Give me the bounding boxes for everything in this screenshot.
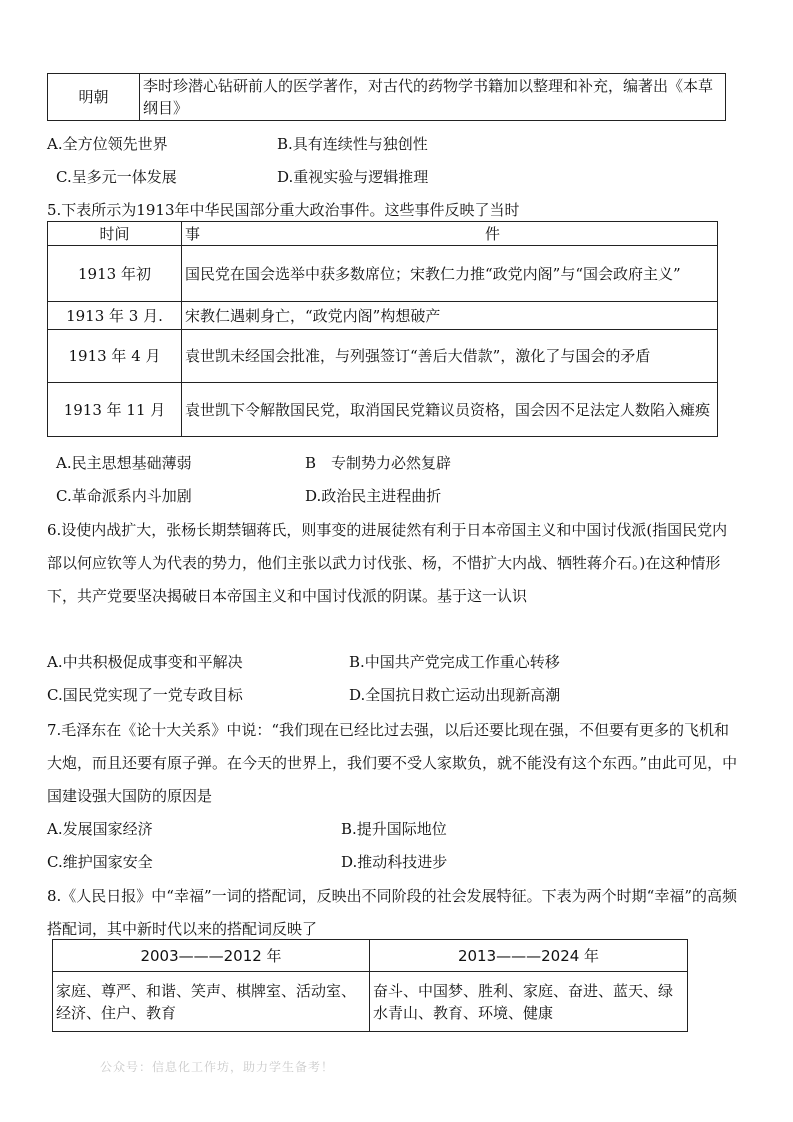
q6-option-b[interactable]: B.中国共产党完成工作重心转移 [349,653,560,671]
q5-header-event: 事 件 [182,222,718,246]
q5-row-event: 袁世凯下令解散国民党，取消国民党籍议员资格，国会因不足法定人数陷入瘫痪 [182,383,718,437]
q7-option-c[interactable]: C.维护国家安全 [47,853,153,871]
q5-row-event: 袁世凯未经国会批准，与列强签订“善后大借款”，激化了与国会的矛盾 [182,330,718,383]
q7-option-a[interactable]: A.发展国家经济 [47,820,153,838]
q5-row-event: 宋教仁遇刺身亡，“政党内阁”构想破产 [182,302,718,330]
q4-content-cell: 李时珍潜心钻研前人的医学著作，对古代的药物学书籍加以整理和补充，编著出《本草纲目》 [140,74,726,121]
q5-row-time: 1913 年 11 月 [48,383,182,437]
q5-option-a[interactable]: A.民主思想基础薄弱 [56,454,192,472]
q5-option-c[interactable]: C.革命派系内斗加剧 [56,487,192,505]
q5-stem: 5.下表所示为1913年中华民国部分重大政治事件。这些事件反映了当时 [47,201,520,219]
q6-option-a[interactable]: A.中共积极促成事变和平解决 [47,653,243,671]
q4-option-a[interactable]: A.全方位领先世界 [47,135,168,153]
q5-row-event: 国民党在国会选举中获多数席位；宋教仁力推“政党内阁”与“国会政府主义” [182,246,718,302]
q5-row-time: 1913 年初 [48,246,182,302]
q5-row-time: 1913 年 4 月 [48,330,182,383]
q8-stem: 8.《人民日报》中“幸福”一词的搭配词，反映出不同阶段的社会发展特征。下表为两个时期“幸福”的高频搭配词，其中新时代以来的搭配词反映了 [47,887,737,938]
q5-table [47,221,718,437]
q6-option-c[interactable]: C.国民党实现了一党专政目标 [47,686,243,704]
q6-stem: 6.设使内战扩大，张杨长期禁锢蒋氏，则事变的进展徒然有利于日本帝国主义和中国讨伐派(指国民党内部以何应钦等人为代表的势力，他们主张以武力讨伐张、杨，不惜扩大内战、牺牲蒋介石。)在这种情形下，共产党要坚决揭破日本帝国主义和中国讨伐派的阴谋。基于这一认识 [47,521,728,605]
q4-table [47,73,726,121]
q4-era-cell: 明朝 [48,74,140,121]
q4-option-c[interactable]: C.呈多元一体发展 [56,168,177,186]
watermark-text: 公众号：信息化工作坊，助力学生备考！ [100,1060,335,1074]
q7-option-b[interactable]: B.提升国际地位 [341,820,447,838]
q4-option-d[interactable]: D.重视实验与逻辑推理 [277,168,429,186]
q7-stem: 7.毛泽东在《论十大关系》中说：“我们现在已经比过去强，以后还要比现在强，不但要有更多的飞机和大炮，而且还要有原子弹。在今天的世界上，我们要不受人家欺负，就不能没有这个东西。”由此可见，中国建设强大国防的原因是 [47,721,738,805]
q6-option-d[interactable]: D.全国抗日救亡运动出现新高潮 [349,686,561,704]
q5-option-d[interactable]: D.政治民主进程曲折 [305,487,442,505]
q8-table [52,939,688,1032]
q8-col2-words: 奋斗、中国梦、胜利、家庭、奋进、蓝天、绿水青山、教育、环境、健康 [370,972,688,1032]
q8-col2-header: 2013———2024 年 [370,940,688,972]
q5-row-time: 1913 年 3 月. [48,302,182,330]
q8-col1-words: 家庭、尊严、和谐、笑声、棋牌室、活动室、经济、住户、教育 [53,972,370,1032]
q4-option-b[interactable]: B.具有连续性与独创性 [277,135,428,153]
q7-option-d[interactable]: D.推动科技进步 [341,853,448,871]
q8-col1-header: 2003———2012 年 [53,940,370,972]
q5-option-b[interactable]: B 专制势力必然复辟 [305,454,452,472]
q5-header-time: 时间 [48,222,182,246]
